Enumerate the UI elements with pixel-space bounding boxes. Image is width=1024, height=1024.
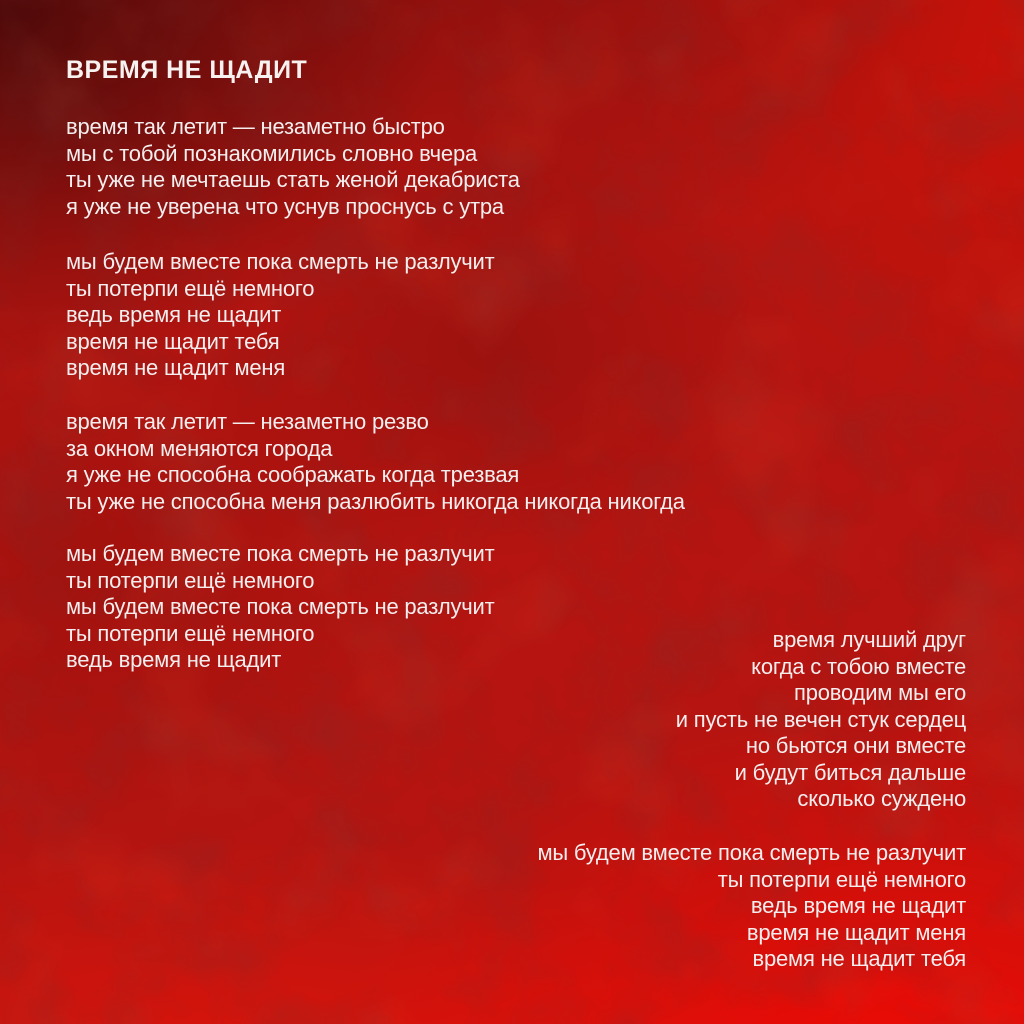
- stanza-verse-2: [66, 409, 685, 515]
- stanza-bridge: [676, 627, 966, 813]
- stanza-chorus-2: [66, 541, 495, 674]
- lyric-line: ты потерпи ещё немного: [66, 275, 315, 301]
- lyric-line: ты уже не способна меня разлюбить никогда никогда никогда: [66, 488, 685, 514]
- song-title: ВРЕМЯ НЕ ЩАДИТ: [66, 56, 308, 84]
- lyric-line: я уже не способна соображать когда трезвая: [66, 462, 520, 487]
- stanza-final-chorus: [537, 840, 966, 973]
- lyric-line: ты потерпи ещё немного: [717, 866, 966, 892]
- lyric-line: сколько суждено: [797, 786, 966, 811]
- lyric-line: время лучший друг: [772, 627, 966, 652]
- lyric-line: время не щадит меня: [66, 355, 286, 380]
- lyric-line: мы будем вместе пока смерть не разлучит: [66, 541, 495, 566]
- lyric-line: мы будем вместе пока смерть не разлучит: [66, 249, 495, 274]
- lyric-line: время не щадит тебя: [752, 946, 966, 971]
- lyric-line: я уже не уверена что уснув проснусь с утра: [66, 193, 504, 219]
- lyric-line: ты потерпи ещё немного: [66, 620, 315, 646]
- lyric-line: ты уже не мечтаешь стать женой декабриста: [66, 167, 520, 192]
- lyric-line: время не щадит тебя: [66, 328, 280, 354]
- lyric-line: мы будем вместе пока смерть не разлучит: [66, 594, 495, 619]
- lyric-line: ведь время не щадит: [66, 647, 282, 672]
- lyric-line: ведь время не щадит: [66, 302, 282, 327]
- stanza-chorus-1: [66, 249, 495, 382]
- lyric-line: но бьются они вместе: [745, 733, 966, 758]
- lyric-line: мы будем вместе пока смерть не разлучит: [537, 840, 966, 865]
- lyric-line: когда с тобою вместе: [751, 653, 966, 679]
- stanza-verse-1: [66, 114, 520, 220]
- lyric-line: за окном меняются города: [66, 435, 333, 461]
- lyric-line: и пусть не вечен стук сердец: [675, 706, 966, 732]
- lyric-line: время не щадит меня: [746, 919, 966, 945]
- lyric-line: время так летит — незаметно быстро: [66, 114, 445, 139]
- lyric-line: проводим мы его: [793, 680, 966, 705]
- lyric-line: мы с тобой познакомились словно вчера: [66, 140, 478, 166]
- lyric-line: и будут биться дальше: [734, 759, 966, 785]
- lyric-line: время так летит — незаметно резво: [66, 409, 429, 434]
- lyric-line: ты потерпи ещё немного: [66, 567, 315, 593]
- lyric-line: ведь время не щадит: [750, 893, 966, 918]
